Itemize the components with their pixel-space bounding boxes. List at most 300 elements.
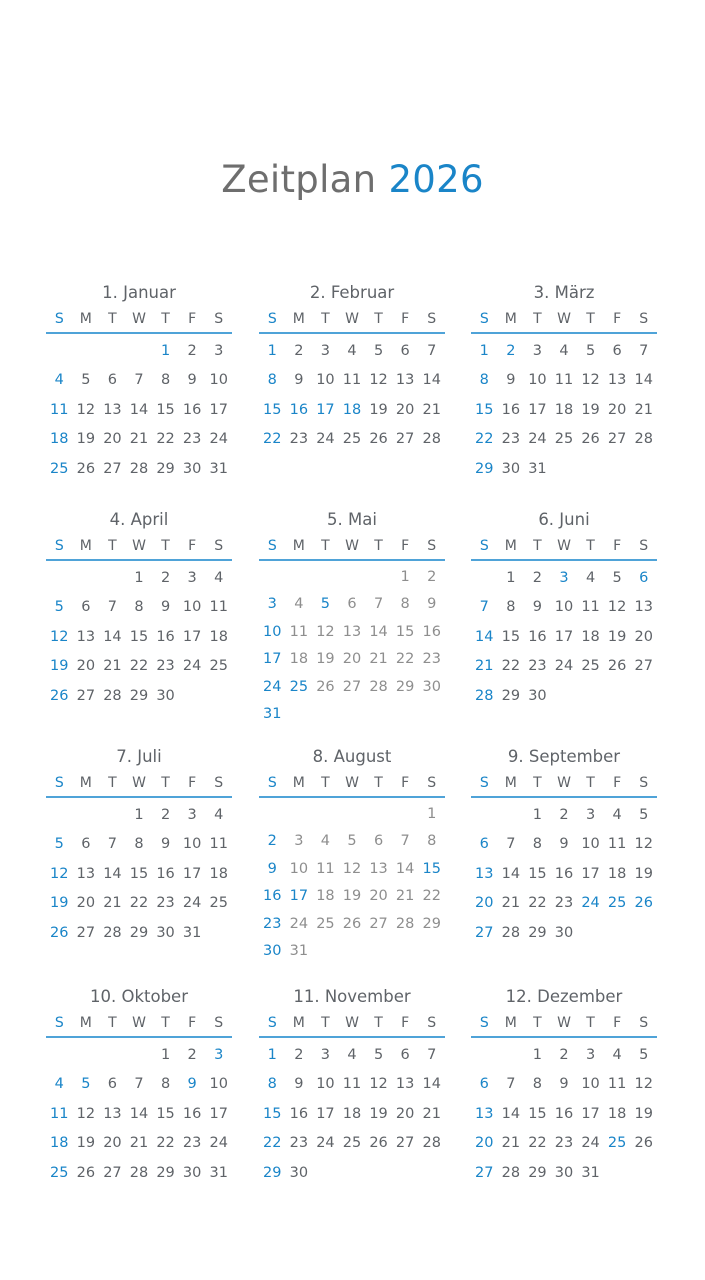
day-cell[interactable]: 25 xyxy=(50,460,69,477)
day-cell[interactable]: 21 xyxy=(422,401,441,418)
day-cell[interactable]: 13 xyxy=(475,865,494,882)
day-cell[interactable]: 4 xyxy=(347,1046,357,1063)
day-cell[interactable]: 2 xyxy=(427,568,437,585)
day-cell[interactable]: 3 xyxy=(585,1046,596,1063)
day-cell[interactable]: 19 xyxy=(50,658,69,675)
day-cell[interactable]: 23 xyxy=(289,1135,309,1152)
day-cell[interactable]: 9 xyxy=(559,836,569,853)
day-cell[interactable]: 13 xyxy=(103,401,122,418)
day-cell[interactable]: 4 xyxy=(320,833,331,850)
day-cell[interactable]: 12 xyxy=(342,860,362,877)
day-cell[interactable]: 31 xyxy=(289,943,309,960)
day-cell[interactable]: 8 xyxy=(134,836,144,853)
day-cell[interactable]: 27 xyxy=(342,678,362,695)
day-cell[interactable]: 27 xyxy=(103,460,122,477)
day-cell[interactable]: 9 xyxy=(559,1076,569,1093)
day-cell[interactable]: 22 xyxy=(501,658,521,675)
day-cell[interactable]: 19 xyxy=(581,401,600,418)
day-cell[interactable]: 12 xyxy=(50,628,69,645)
day-cell[interactable]: 28 xyxy=(475,687,494,704)
day-cell[interactable]: 15 xyxy=(156,1105,175,1122)
day-cell[interactable]: 29 xyxy=(501,687,521,704)
day-cell[interactable]: 26 xyxy=(369,1135,388,1152)
day-cell[interactable]: 3 xyxy=(214,342,224,359)
day-cell[interactable]: 22 xyxy=(528,1135,547,1152)
day-cell[interactable]: 11 xyxy=(50,1105,69,1122)
day-cell[interactable]: 20 xyxy=(634,628,653,645)
day-cell[interactable]: 23 xyxy=(156,895,175,912)
day-cell[interactable]: 7 xyxy=(427,1046,437,1063)
day-cell[interactable]: 23 xyxy=(263,915,282,932)
day-cell[interactable]: 9 xyxy=(160,836,171,853)
day-cell[interactable]: 12 xyxy=(369,1076,388,1093)
day-cell[interactable]: 21 xyxy=(475,658,494,675)
day-cell[interactable]: 28 xyxy=(422,431,441,448)
day-cell[interactable]: 6 xyxy=(373,833,384,850)
day-cell[interactable]: 25 xyxy=(607,1135,627,1152)
day-cell[interactable]: 25 xyxy=(50,1164,69,1181)
day-cell[interactable]: 5 xyxy=(639,1046,649,1063)
day-cell[interactable]: 19 xyxy=(607,628,627,645)
day-cell[interactable]: 4 xyxy=(612,806,622,823)
day-cell[interactable]: 8 xyxy=(532,1076,543,1093)
day-cell[interactable]: 25 xyxy=(289,678,309,695)
day-cell[interactable]: 26 xyxy=(76,1164,96,1181)
day-cell[interactable]: 6 xyxy=(107,1076,118,1093)
day-cell[interactable]: 22 xyxy=(528,895,547,912)
day-cell[interactable]: 19 xyxy=(50,895,69,912)
day-cell[interactable]: 4 xyxy=(54,372,64,389)
day-cell[interactable]: 30 xyxy=(501,460,521,477)
day-cell[interactable]: 21 xyxy=(395,888,415,905)
day-cell[interactable]: 7 xyxy=(134,1076,144,1093)
day-cell[interactable]: 16 xyxy=(289,401,309,418)
day-cell[interactable]: 4 xyxy=(214,569,224,586)
day-cell[interactable]: 13 xyxy=(634,599,653,616)
day-cell[interactable]: 8 xyxy=(160,1076,171,1093)
day-cell[interactable]: 12 xyxy=(634,836,653,853)
day-cell[interactable]: 27 xyxy=(475,1164,494,1181)
day-cell[interactable]: 24 xyxy=(263,678,282,695)
day-cell[interactable]: 15 xyxy=(395,623,415,640)
day-cell[interactable]: 20 xyxy=(369,888,388,905)
day-cell[interactable]: 29 xyxy=(528,924,547,941)
day-cell[interactable]: 3 xyxy=(294,833,304,850)
day-cell[interactable]: 11 xyxy=(607,836,627,853)
day-cell[interactable]: 12 xyxy=(316,623,335,640)
day-cell[interactable]: 7 xyxy=(506,836,516,853)
day-cell[interactable]: 16 xyxy=(263,888,282,905)
day-cell[interactable]: 28 xyxy=(422,1135,441,1152)
day-cell[interactable]: 5 xyxy=(81,1076,91,1093)
day-cell[interactable]: 22 xyxy=(129,658,149,675)
day-cell[interactable]: 7 xyxy=(479,599,489,616)
day-cell[interactable]: 1 xyxy=(267,1046,277,1063)
day-cell[interactable]: 27 xyxy=(76,687,96,704)
day-cell[interactable]: 15 xyxy=(528,865,547,882)
day-cell[interactable]: 13 xyxy=(475,1105,494,1122)
day-cell[interactable]: 12 xyxy=(76,401,96,418)
day-cell[interactable]: 19 xyxy=(76,1135,96,1152)
day-cell[interactable]: 2 xyxy=(559,1046,569,1063)
day-cell[interactable]: 18 xyxy=(209,628,228,645)
day-cell[interactable]: 15 xyxy=(422,860,441,877)
day-cell[interactable]: 23 xyxy=(501,431,521,448)
day-cell[interactable]: 27 xyxy=(475,924,494,941)
day-cell[interactable]: 3 xyxy=(532,342,543,359)
day-cell[interactable]: 11 xyxy=(342,372,362,389)
day-cell[interactable]: 11 xyxy=(316,860,335,877)
day-cell[interactable]: 23 xyxy=(554,1135,574,1152)
day-cell[interactable]: 2 xyxy=(267,833,277,850)
day-cell[interactable]: 9 xyxy=(187,1076,197,1093)
day-cell[interactable]: 14 xyxy=(395,860,415,877)
day-cell[interactable]: 2 xyxy=(559,806,569,823)
day-cell[interactable]: 27 xyxy=(634,658,653,675)
day-cell[interactable]: 30 xyxy=(554,924,574,941)
day-cell[interactable]: 1 xyxy=(506,569,516,586)
day-cell[interactable]: 30 xyxy=(422,678,441,695)
day-cell[interactable]: 19 xyxy=(76,431,96,448)
day-cell[interactable]: 3 xyxy=(320,342,331,359)
day-cell[interactable]: 15 xyxy=(263,401,282,418)
day-cell[interactable]: 2 xyxy=(187,342,197,359)
day-cell[interactable]: 13 xyxy=(76,628,96,645)
day-cell[interactable]: 31 xyxy=(209,1164,228,1181)
day-cell[interactable]: 24 xyxy=(182,658,202,675)
day-cell[interactable]: 3 xyxy=(585,806,596,823)
day-cell[interactable]: 9 xyxy=(506,372,516,389)
day-cell[interactable]: 30 xyxy=(156,687,175,704)
day-cell[interactable]: 25 xyxy=(581,658,600,675)
day-cell[interactable]: 1 xyxy=(160,342,171,359)
day-cell[interactable]: 22 xyxy=(475,431,494,448)
day-cell[interactable]: 19 xyxy=(634,865,653,882)
day-cell[interactable]: 10 xyxy=(289,860,309,877)
day-cell[interactable]: 29 xyxy=(475,460,494,477)
day-cell[interactable]: 22 xyxy=(156,1135,175,1152)
day-cell[interactable]: 20 xyxy=(395,401,415,418)
day-cell[interactable]: 15 xyxy=(528,1105,547,1122)
day-cell[interactable]: 8 xyxy=(506,599,516,616)
day-cell[interactable]: 9 xyxy=(187,372,197,389)
day-cell[interactable]: 28 xyxy=(501,1164,521,1181)
day-cell[interactable]: 31 xyxy=(209,460,228,477)
day-cell[interactable]: 3 xyxy=(214,1046,224,1063)
day-cell[interactable]: 28 xyxy=(103,687,122,704)
day-cell[interactable]: 29 xyxy=(129,924,149,941)
day-cell[interactable]: 6 xyxy=(400,1046,410,1063)
day-cell[interactable]: 28 xyxy=(634,431,653,448)
day-cell[interactable]: 26 xyxy=(607,658,627,675)
day-cell[interactable]: 29 xyxy=(263,1164,282,1181)
day-cell[interactable]: 14 xyxy=(369,623,388,640)
day-cell[interactable]: 16 xyxy=(156,865,175,882)
day-cell[interactable]: 13 xyxy=(103,1105,122,1122)
day-cell[interactable]: 31 xyxy=(263,706,282,723)
day-cell[interactable]: 10 xyxy=(182,836,202,853)
day-cell[interactable]: 3 xyxy=(267,596,277,613)
day-cell[interactable]: 22 xyxy=(129,895,149,912)
day-cell[interactable]: 15 xyxy=(501,628,521,645)
day-cell[interactable]: 12 xyxy=(76,1105,96,1122)
day-cell[interactable]: 22 xyxy=(422,888,441,905)
day-cell[interactable]: 5 xyxy=(612,569,622,586)
day-cell[interactable]: 29 xyxy=(528,1164,547,1181)
day-cell[interactable]: 28 xyxy=(129,1164,149,1181)
day-cell[interactable]: 2 xyxy=(160,569,171,586)
day-cell[interactable]: 14 xyxy=(129,1105,149,1122)
day-cell[interactable]: 14 xyxy=(501,1105,521,1122)
day-cell[interactable]: 9 xyxy=(294,372,304,389)
day-cell[interactable]: 2 xyxy=(187,1046,197,1063)
day-cell[interactable]: 23 xyxy=(182,431,202,448)
day-cell[interactable]: 12 xyxy=(369,372,388,389)
day-cell[interactable]: 26 xyxy=(634,895,653,912)
day-cell[interactable]: 19 xyxy=(369,401,388,418)
day-cell[interactable]: 5 xyxy=(54,836,64,853)
day-cell[interactable]: 27 xyxy=(103,1164,122,1181)
day-cell[interactable]: 11 xyxy=(209,599,228,616)
day-cell[interactable]: 25 xyxy=(342,431,362,448)
day-cell[interactable]: 11 xyxy=(289,623,309,640)
day-cell[interactable]: 28 xyxy=(129,460,149,477)
day-cell[interactable]: 16 xyxy=(554,865,574,882)
day-cell[interactable]: 20 xyxy=(607,401,627,418)
day-cell[interactable]: 31 xyxy=(528,460,547,477)
day-cell[interactable]: 30 xyxy=(156,924,175,941)
day-cell[interactable]: 23 xyxy=(422,651,441,668)
day-cell[interactable]: 1 xyxy=(160,1046,171,1063)
day-cell[interactable]: 16 xyxy=(289,1105,309,1122)
day-cell[interactable]: 10 xyxy=(182,599,202,616)
day-cell[interactable]: 20 xyxy=(76,658,96,675)
day-cell[interactable]: 5 xyxy=(347,833,357,850)
day-cell[interactable]: 7 xyxy=(400,833,410,850)
day-cell[interactable]: 18 xyxy=(342,1105,362,1122)
day-cell[interactable]: 14 xyxy=(634,372,653,389)
day-cell[interactable]: 8 xyxy=(479,372,489,389)
day-cell[interactable]: 17 xyxy=(289,888,309,905)
day-cell[interactable]: 9 xyxy=(294,1076,304,1093)
day-cell[interactable]: 2 xyxy=(294,342,304,359)
day-cell[interactable]: 18 xyxy=(50,1135,69,1152)
day-cell[interactable]: 17 xyxy=(528,401,547,418)
day-cell[interactable]: 4 xyxy=(347,342,357,359)
day-cell[interactable]: 17 xyxy=(554,628,574,645)
day-cell[interactable]: 24 xyxy=(182,895,202,912)
day-cell[interactable]: 18 xyxy=(342,401,362,418)
day-cell[interactable]: 25 xyxy=(342,1135,362,1152)
day-cell[interactable]: 14 xyxy=(103,865,122,882)
day-cell[interactable]: 10 xyxy=(581,836,600,853)
day-cell[interactable]: 26 xyxy=(342,915,362,932)
day-cell[interactable]: 23 xyxy=(554,895,574,912)
day-cell[interactable]: 6 xyxy=(81,599,91,616)
day-cell[interactable]: 18 xyxy=(607,1105,627,1122)
day-cell[interactable]: 12 xyxy=(581,372,600,389)
day-cell[interactable]: 18 xyxy=(581,628,600,645)
day-cell[interactable]: 2 xyxy=(294,1046,304,1063)
day-cell[interactable]: 24 xyxy=(209,431,228,448)
day-cell[interactable]: 24 xyxy=(554,658,574,675)
day-cell[interactable]: 22 xyxy=(263,1135,282,1152)
day-cell[interactable]: 3 xyxy=(187,569,197,586)
day-cell[interactable]: 29 xyxy=(156,460,175,477)
day-cell[interactable]: 27 xyxy=(76,924,96,941)
day-cell[interactable]: 4 xyxy=(585,569,596,586)
day-cell[interactable]: 27 xyxy=(369,915,388,932)
day-cell[interactable]: 3 xyxy=(559,569,569,586)
day-cell[interactable]: 8 xyxy=(160,372,171,389)
day-cell[interactable]: 21 xyxy=(634,401,653,418)
day-cell[interactable]: 26 xyxy=(581,431,600,448)
day-cell[interactable]: 20 xyxy=(103,1135,122,1152)
day-cell[interactable]: 28 xyxy=(103,924,122,941)
day-cell[interactable]: 21 xyxy=(103,658,122,675)
day-cell[interactable]: 10 xyxy=(263,623,282,640)
day-cell[interactable]: 1 xyxy=(532,806,543,823)
day-cell[interactable]: 4 xyxy=(54,1076,64,1093)
day-cell[interactable]: 13 xyxy=(395,372,415,389)
day-cell[interactable]: 8 xyxy=(267,1076,277,1093)
day-cell[interactable]: 26 xyxy=(369,431,388,448)
day-cell[interactable]: 9 xyxy=(532,599,543,616)
day-cell[interactable]: 25 xyxy=(316,915,335,932)
day-cell[interactable]: 24 xyxy=(316,431,335,448)
day-cell[interactable]: 22 xyxy=(263,431,282,448)
day-cell[interactable]: 6 xyxy=(479,836,489,853)
day-cell[interactable]: 28 xyxy=(501,924,521,941)
day-cell[interactable]: 14 xyxy=(103,628,122,645)
day-cell[interactable]: 20 xyxy=(475,895,494,912)
day-cell[interactable]: 7 xyxy=(506,1076,516,1093)
day-cell[interactable]: 7 xyxy=(134,372,144,389)
day-cell[interactable]: 7 xyxy=(373,596,384,613)
day-cell[interactable]: 10 xyxy=(581,1076,600,1093)
day-cell[interactable]: 20 xyxy=(76,895,96,912)
day-cell[interactable]: 6 xyxy=(81,836,91,853)
day-cell[interactable]: 25 xyxy=(554,431,574,448)
day-cell[interactable]: 13 xyxy=(342,623,362,640)
day-cell[interactable]: 24 xyxy=(289,915,309,932)
day-cell[interactable]: 2 xyxy=(532,569,543,586)
day-cell[interactable]: 2 xyxy=(506,342,516,359)
day-cell[interactable]: 14 xyxy=(422,1076,441,1093)
day-cell[interactable]: 6 xyxy=(400,342,410,359)
day-cell[interactable]: 23 xyxy=(528,658,547,675)
day-cell[interactable]: 17 xyxy=(209,1105,228,1122)
day-cell[interactable]: 29 xyxy=(422,915,441,932)
day-cell[interactable]: 19 xyxy=(342,888,362,905)
day-cell[interactable]: 12 xyxy=(50,865,69,882)
day-cell[interactable]: 27 xyxy=(395,431,415,448)
day-cell[interactable]: 2 xyxy=(160,806,171,823)
day-cell[interactable]: 30 xyxy=(528,687,547,704)
day-cell[interactable]: 15 xyxy=(263,1105,282,1122)
day-cell[interactable]: 17 xyxy=(182,628,202,645)
day-cell[interactable]: 10 xyxy=(316,372,335,389)
day-cell[interactable]: 31 xyxy=(581,1164,600,1181)
day-cell[interactable]: 27 xyxy=(607,431,627,448)
day-cell[interactable]: 5 xyxy=(373,342,384,359)
day-cell[interactable]: 16 xyxy=(554,1105,574,1122)
day-cell[interactable]: 16 xyxy=(182,401,202,418)
day-cell[interactable]: 5 xyxy=(585,342,596,359)
day-cell[interactable]: 23 xyxy=(182,1135,202,1152)
day-cell[interactable]: 18 xyxy=(50,431,69,448)
day-cell[interactable]: 4 xyxy=(559,342,569,359)
day-cell[interactable]: 16 xyxy=(422,623,441,640)
day-cell[interactable]: 13 xyxy=(607,372,627,389)
day-cell[interactable]: 5 xyxy=(81,372,91,389)
day-cell[interactable]: 9 xyxy=(160,599,171,616)
day-cell[interactable]: 7 xyxy=(427,342,437,359)
day-cell[interactable]: 15 xyxy=(156,401,175,418)
day-cell[interactable]: 11 xyxy=(209,836,228,853)
day-cell[interactable]: 16 xyxy=(501,401,521,418)
day-cell[interactable]: 24 xyxy=(209,1135,228,1152)
day-cell[interactable]: 14 xyxy=(129,401,149,418)
day-cell[interactable]: 16 xyxy=(528,628,547,645)
day-cell[interactable]: 21 xyxy=(129,431,149,448)
day-cell[interactable]: 30 xyxy=(554,1164,574,1181)
day-cell[interactable]: 5 xyxy=(54,599,64,616)
day-cell[interactable]: 14 xyxy=(422,372,441,389)
day-cell[interactable]: 1 xyxy=(479,342,489,359)
day-cell[interactable]: 26 xyxy=(76,460,96,477)
day-cell[interactable]: 3 xyxy=(187,806,197,823)
day-cell[interactable]: 24 xyxy=(581,895,600,912)
day-cell[interactable]: 15 xyxy=(129,628,149,645)
day-cell[interactable]: 5 xyxy=(373,1046,384,1063)
day-cell[interactable]: 6 xyxy=(479,1076,489,1093)
day-cell[interactable]: 17 xyxy=(581,1105,600,1122)
day-cell[interactable]: 18 xyxy=(209,865,228,882)
day-cell[interactable]: 31 xyxy=(182,924,202,941)
day-cell[interactable]: 25 xyxy=(209,658,228,675)
day-cell[interactable]: 22 xyxy=(395,651,415,668)
day-cell[interactable]: 29 xyxy=(129,687,149,704)
day-cell[interactable]: 21 xyxy=(369,651,388,668)
day-cell[interactable]: 21 xyxy=(501,895,521,912)
day-cell[interactable]: 26 xyxy=(634,1135,653,1152)
day-cell[interactable]: 19 xyxy=(369,1105,388,1122)
day-cell[interactable]: 21 xyxy=(129,1135,149,1152)
day-cell[interactable]: 13 xyxy=(369,860,388,877)
day-cell[interactable]: 8 xyxy=(532,836,543,853)
day-cell[interactable]: 21 xyxy=(422,1105,441,1122)
day-cell[interactable]: 21 xyxy=(103,895,122,912)
day-cell[interactable]: 21 xyxy=(501,1135,521,1152)
day-cell[interactable]: 9 xyxy=(427,596,437,613)
day-cell[interactable]: 11 xyxy=(342,1076,362,1093)
day-cell[interactable]: 1 xyxy=(400,568,410,585)
day-cell[interactable]: 16 xyxy=(156,628,175,645)
day-cell[interactable]: 6 xyxy=(612,342,622,359)
day-cell[interactable]: 25 xyxy=(607,895,627,912)
day-cell[interactable]: 27 xyxy=(395,1135,415,1152)
day-cell[interactable]: 17 xyxy=(182,865,202,882)
day-cell[interactable]: 10 xyxy=(316,1076,335,1093)
day-cell[interactable]: 14 xyxy=(475,628,494,645)
day-cell[interactable]: 24 xyxy=(581,1135,600,1152)
day-cell[interactable]: 11 xyxy=(50,401,69,418)
day-cell[interactable]: 30 xyxy=(182,1164,202,1181)
day-cell[interactable]: 18 xyxy=(607,865,627,882)
day-cell[interactable]: 3 xyxy=(320,1046,331,1063)
day-cell[interactable]: 7 xyxy=(107,599,118,616)
